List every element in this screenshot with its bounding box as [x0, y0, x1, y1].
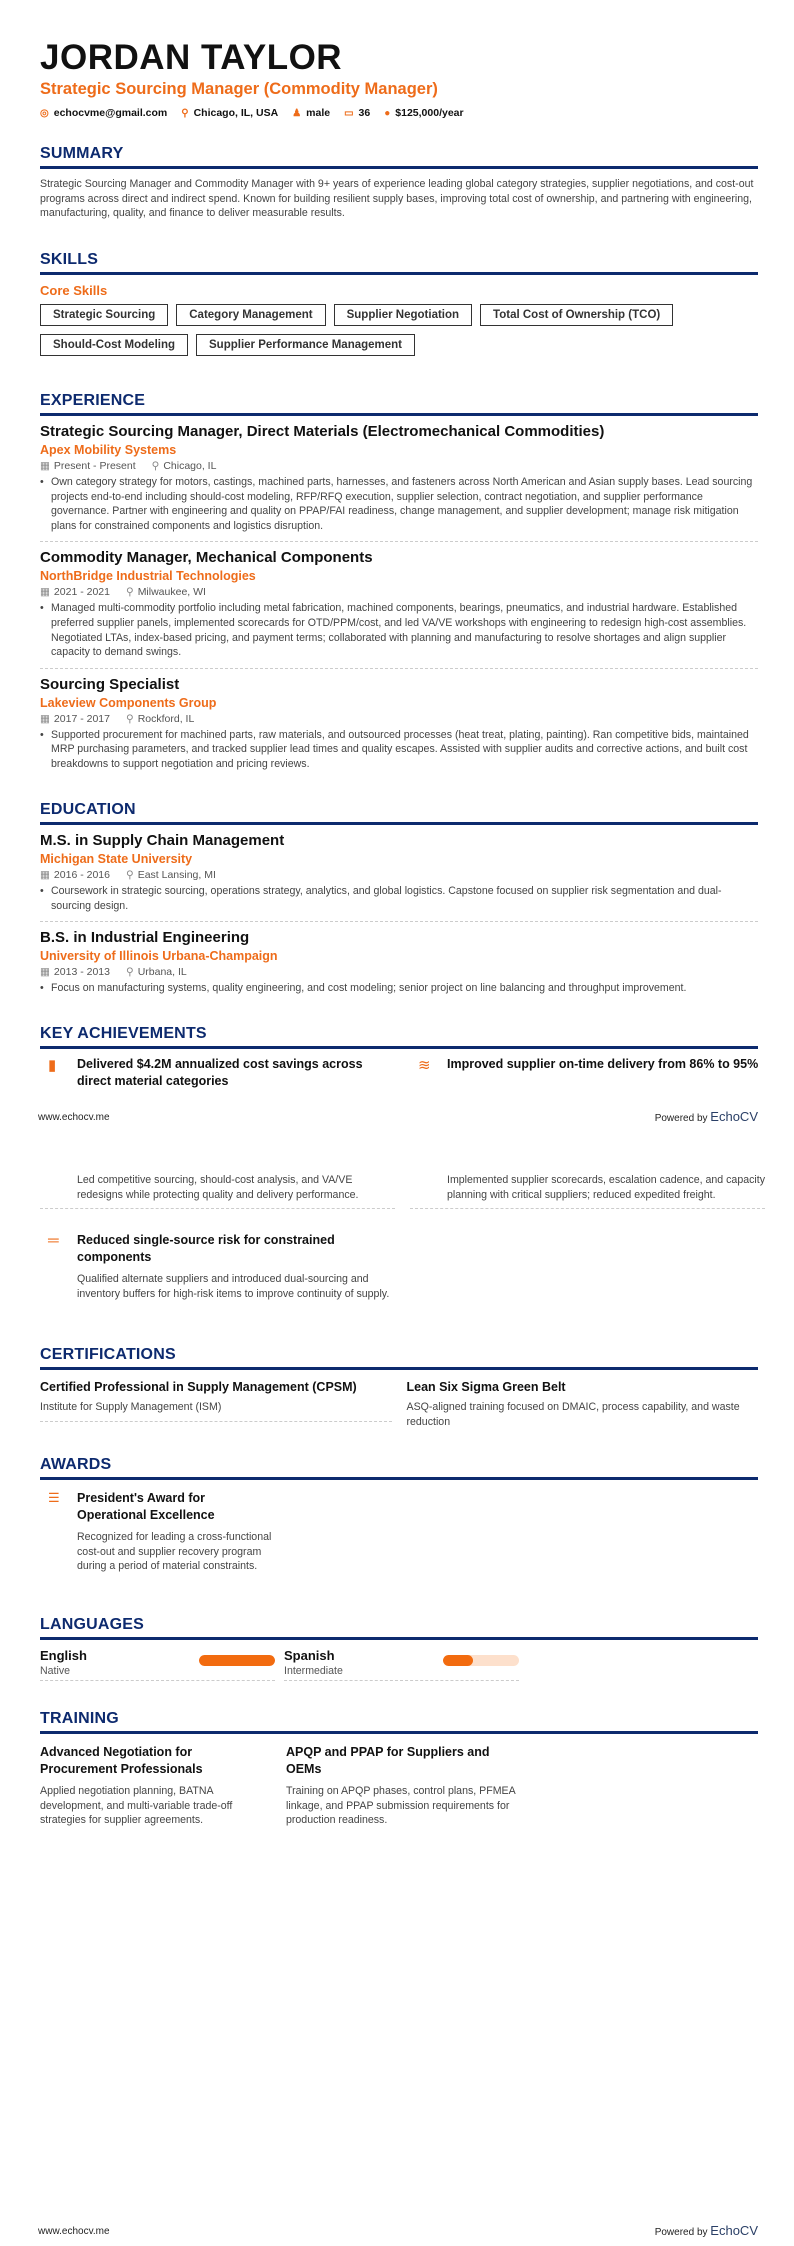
- date-range: [40, 586, 110, 598]
- awards-section: [40, 1456, 758, 1574]
- certification-issuer: ASQ-aligned training focused on DMAIC, process capability, and waste reduction: [406, 1401, 740, 1428]
- certification-item: [407, 1380, 759, 1429]
- dates-text: Present - Present: [53, 460, 136, 472]
- contact-item: [40, 107, 167, 119]
- award-item: [40, 1490, 275, 1574]
- location: [126, 713, 194, 725]
- training-item: [286, 1744, 516, 1828]
- bullet-dot: •: [40, 728, 44, 741]
- certifications-section: [40, 1346, 758, 1429]
- achievement-item: [410, 1056, 765, 1074]
- proficiency-fill: [443, 1655, 473, 1666]
- section-heading: SUMMARY: [40, 145, 758, 169]
- entry-title: Sourcing Specialist: [40, 675, 180, 693]
- achievement-text: Implemented supplier scorecards, escalation cadence, and capacity planning with critical suppliers; reduced expedited freight.: [447, 1174, 765, 1201]
- location-text: Chicago, IL: [163, 460, 217, 472]
- certification-title: Certified Professional in Supply Management (CPSM): [40, 1380, 357, 1394]
- database-icon: ≋: [418, 1057, 431, 1074]
- training-text: Applied negotiation planning, BATNA development, and multi-variable trade-off strategies for supplier agreements.: [40, 1785, 233, 1827]
- bullet-text: Own category strategy for motors, castings, machined parts, harnesses, and fasteners across North American and Asian supply bases. Lead sourcing projects end-to-end including should-cost modeling, RFP/RFQ execution, supplier selection, contract negotiation, and supplier performance governance. Partner with engineering and quality on PPAP/FAI readiness, change management, and supplier development; manage risk mitigation plans for constrained components and logistics disruption.: [51, 476, 753, 532]
- calendar-icon: ▦: [40, 460, 50, 472]
- achievement-title: Reduced single-source risk for constrained components: [77, 1233, 335, 1264]
- section-heading: EDUCATION: [40, 801, 758, 825]
- location: [126, 869, 216, 881]
- bullet-text: Coursework in strategic sourcing, operations strategy, analytics, and global logistics. Capstone focused on supplier risk segmentation and dual-sourcing design.: [51, 885, 722, 912]
- brand-name: EchoCV: [710, 2223, 758, 2238]
- skill-chips: [40, 304, 740, 356]
- entry-organization: NorthBridge Industrial Technologies: [40, 569, 256, 584]
- languages-section: [40, 1616, 758, 1681]
- skill-chip: Supplier Performance Management: [196, 334, 415, 356]
- certification-title: Lean Six Sigma Green Belt: [406, 1380, 566, 1394]
- location-text: East Lansing, MI: [137, 869, 216, 881]
- contact-text: echocvme@gmail.com: [53, 107, 168, 119]
- contact-item: [344, 107, 370, 119]
- dates-text: 2017 - 2017: [53, 712, 110, 725]
- language-level: Intermediate: [284, 1665, 343, 1677]
- achievement-title: Delivered $4.2M annualized cost savings across direct material categories: [77, 1057, 363, 1088]
- language-name: Spanish: [284, 1648, 335, 1663]
- entry-meta: [40, 586, 758, 598]
- footer-site: www.echocv.me: [38, 2226, 110, 2237]
- location-text: Rockford, IL: [137, 712, 195, 725]
- location-pin-icon: ⚲: [125, 712, 134, 725]
- entry-title: B.S. in Industrial Engineering: [40, 929, 250, 947]
- certification-item: [40, 1380, 392, 1422]
- entry-meta: [40, 713, 758, 725]
- footer-powered: [655, 1109, 758, 1124]
- file-icon: ▮: [48, 1057, 57, 1074]
- proficiency-bar: [199, 1655, 275, 1666]
- contact-item: [384, 107, 463, 119]
- entry-organization: University of Illinois Urbana-Champaign: [40, 949, 278, 964]
- calendar-icon: ▭: [344, 108, 354, 119]
- training-text: Training on APQP phases, control plans, PFMEA linkage, and PPAP submission requirements for production readiness.: [286, 1785, 516, 1827]
- dates-text: 2016 - 2016: [53, 869, 110, 881]
- award-title: President's Award for Operational Excellence: [77, 1491, 215, 1522]
- language-name: English: [40, 1648, 87, 1663]
- proficiency-fill: [199, 1655, 275, 1666]
- bullet: [40, 728, 758, 772]
- award-text: Recognized for leading a cross-functional cost-out and supplier recovery program during a period of material constraints.: [77, 1531, 272, 1573]
- summary-text: Strategic Sourcing Manager and Commodity Manager with 9+ years of experience leading global category strategies, supplier negotiations, and cost-out programs across direct and indirect spend. Known for building resilient supply bases, improving total cost of ownership, and partnering with engineering, manufacturing, quality, and finance to deliver measurable results.: [40, 178, 754, 220]
- calendar-icon: ▦: [40, 586, 50, 599]
- contact-item: [181, 107, 278, 119]
- list-icon: ☰: [48, 1490, 60, 1505]
- contact-text: Chicago, IL, USA: [193, 107, 279, 119]
- language-item: [40, 1648, 275, 1681]
- skill-chip: Strategic Sourcing: [40, 304, 168, 326]
- skills-section: [40, 251, 758, 356]
- entry: [40, 669, 758, 780]
- calendar-icon: ▦: [40, 966, 50, 979]
- location: [126, 586, 206, 598]
- bullet-text: Supported procurement for machined parts, raw materials, and outsourced processes (heat treat, plating, painting). Ran competitive bids, maintained MRP purchasing parameters, and tracked supplier lead times and quality escapes. Assisted with supplier audits and corrective actions, and built cost breakdowns to support negotiation and pricing reviews.: [51, 728, 749, 770]
- bullet-dot: •: [40, 982, 44, 995]
- entry-organization: Apex Mobility Systems: [40, 443, 177, 457]
- bullet: [40, 981, 758, 996]
- bullet: [40, 475, 758, 533]
- powered-by-label: Powered by: [654, 1113, 708, 1124]
- section-heading: LANGUAGES: [40, 1616, 758, 1640]
- email-icon: ◎: [40, 108, 49, 119]
- calendar-icon: ▦: [40, 869, 50, 881]
- achievement-item: [40, 1232, 395, 1301]
- entry-title: M.S. in Supply Chain Management: [40, 832, 285, 849]
- contact-info: [40, 107, 758, 119]
- bullet-dot: •: [40, 885, 44, 897]
- achievement-title: Improved supplier on-time delivery from 86% to 95%: [447, 1057, 759, 1071]
- candidate-name: JORDAN TAYLOR: [40, 38, 343, 77]
- date-range: [40, 869, 110, 881]
- entry: [40, 922, 758, 1004]
- section-heading: CERTIFICATIONS: [40, 1346, 758, 1370]
- proficiency-bar: [443, 1655, 519, 1666]
- training-section: [40, 1710, 758, 1828]
- candidate-title: Strategic Sourcing Manager (Commodity Manager): [40, 80, 438, 98]
- entry-meta: [40, 966, 758, 978]
- date-range: [40, 460, 136, 472]
- skill-chip: Total Cost of Ownership (TCO): [480, 304, 673, 326]
- language-level: Native: [40, 1665, 71, 1677]
- entry-title: Commodity Manager, Mechanical Components: [40, 549, 373, 567]
- achievement-text-continued: [40, 1173, 395, 1209]
- training-item: [40, 1744, 270, 1828]
- entry-title: Strategic Sourcing Manager, Direct Materials (Electromechanical Commodities): [40, 423, 605, 440]
- achievement-item: [40, 1056, 395, 1090]
- section-heading: KEY ACHIEVEMENTS: [40, 1025, 758, 1049]
- training-title: APQP and PPAP for Suppliers and OEMs: [286, 1745, 490, 1776]
- skill-chip: Category Management: [176, 304, 325, 326]
- section-heading: TRAINING: [40, 1710, 758, 1734]
- date-range: [40, 713, 110, 725]
- training-title: Advanced Negotiation for Procurement Professionals: [40, 1745, 203, 1776]
- location: [152, 460, 217, 472]
- entry-meta: [40, 460, 758, 472]
- location-pin-icon: ⚲: [151, 460, 160, 472]
- education-section: [40, 801, 758, 1004]
- section-heading: AWARDS: [40, 1456, 758, 1480]
- bullet-dot: •: [40, 476, 44, 488]
- bullet: [40, 601, 758, 659]
- experience-section: [40, 392, 758, 780]
- bullet-text: Focus on manufacturing systems, quality engineering, and cost modeling; senior project on line balancing and throughput improvement.: [51, 982, 687, 995]
- entry-organization: Lakeview Components Group: [40, 695, 217, 710]
- certification-issuer: Institute for Supply Management (ISM): [40, 1401, 222, 1413]
- contact-item: [292, 107, 330, 119]
- footer-powered: [655, 2223, 758, 2238]
- summary-section: [40, 145, 758, 221]
- location-text: Milwaukee, WI: [137, 586, 206, 599]
- section-heading: EXPERIENCE: [40, 392, 758, 416]
- resume-header: [40, 38, 758, 119]
- bullet-dot: •: [40, 602, 44, 615]
- salary-icon: ●: [384, 108, 391, 119]
- skill-chip: Supplier Negotiation: [334, 304, 472, 326]
- powered-by-label: Powered by: [654, 2227, 708, 2238]
- dates-text: 2021 - 2021: [53, 586, 110, 599]
- dates-text: 2013 - 2013: [53, 966, 110, 979]
- achievement-text-continued: [410, 1173, 765, 1209]
- calendar-icon: ▦: [40, 712, 50, 725]
- skill-group-label: Core Skills: [40, 283, 108, 298]
- achievements-section: [40, 1025, 758, 1049]
- section-heading: SKILLS: [40, 251, 758, 275]
- bars-icon: ═: [48, 1232, 59, 1249]
- achievement-text: Led competitive sourcing, should-cost analysis, and VA/VE redesigns while protecting quality and delivery performance.: [77, 1174, 359, 1201]
- bullet-text: Managed multi-commodity portfolio including metal fabrication, machined components, bearings, pneumatics, and industrial hardware. Established preferred supplier panels, implemented scorecards for OTD/PPM/cost, and led VA/VE workshops with engineering to redesign high-cost assemblies. Negotiated LTAs, index-based pricing, and payment terms; collaborated with planning and manufacturing to resolve shortages and align supplier capacity to demand swings.: [51, 602, 747, 659]
- location-pin-icon: ⚲: [125, 586, 134, 599]
- bullet: [40, 884, 758, 913]
- date-range: [40, 966, 110, 978]
- entry-meta: [40, 869, 758, 881]
- location: [126, 966, 187, 978]
- entry: [40, 825, 758, 922]
- location-pin-icon: ⚲: [181, 108, 189, 119]
- location-pin-icon: ⚲: [125, 966, 134, 979]
- entry-organization: Michigan State University: [40, 852, 193, 866]
- footer-site: www.echocv.me: [38, 1112, 110, 1123]
- contact-text: male: [306, 107, 331, 119]
- entry: [40, 416, 758, 542]
- entry: [40, 542, 758, 668]
- location-pin-icon: ⚲: [125, 869, 134, 881]
- brand-name: EchoCV: [710, 1109, 758, 1124]
- contact-text: 36: [358, 107, 371, 119]
- language-item: [284, 1648, 519, 1681]
- contact-text: $125,000/year: [395, 107, 464, 119]
- location-text: Urbana, IL: [137, 966, 187, 979]
- skill-chip: Should-Cost Modeling: [40, 334, 188, 356]
- achievement-text: Qualified alternate suppliers and introduced dual-sourcing and inventory buffers for high-risk items to improve continuity of supply.: [77, 1273, 390, 1300]
- person-icon: ♟: [292, 108, 302, 119]
